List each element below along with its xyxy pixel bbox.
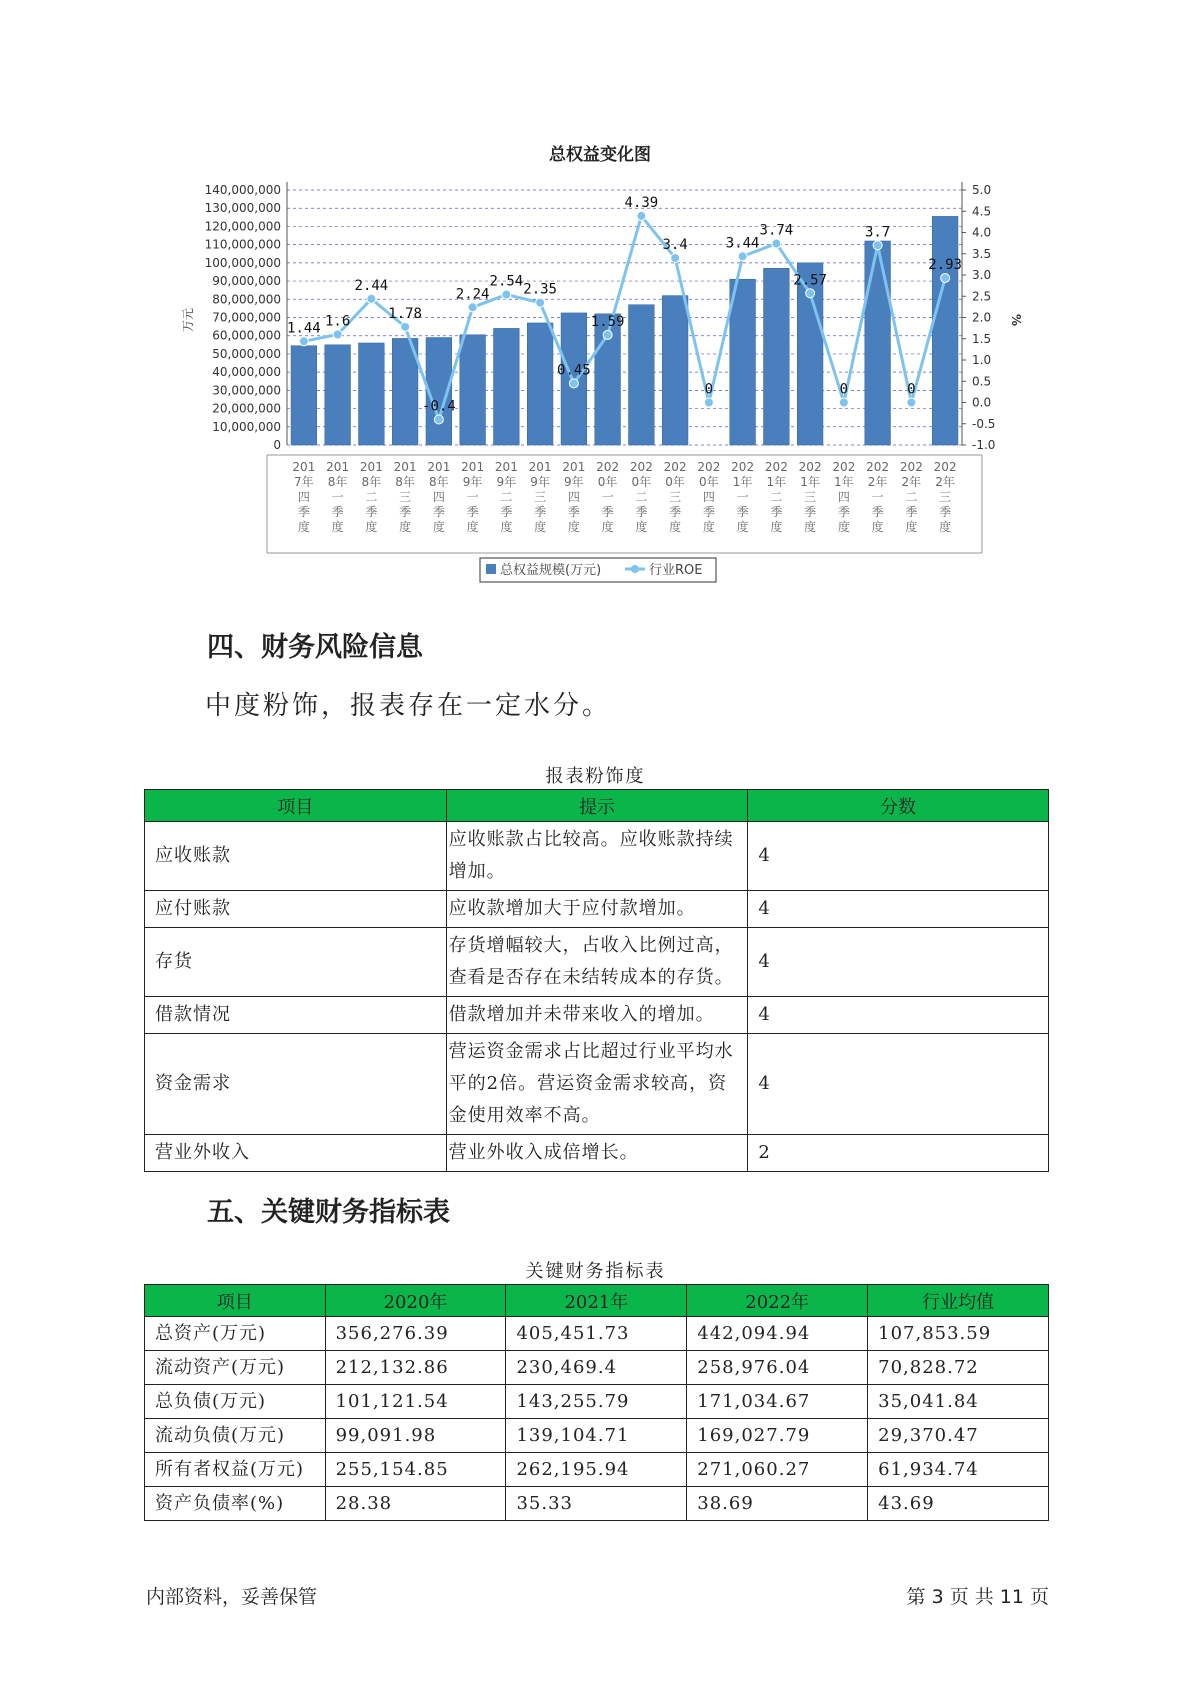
roe-data-label: 1.6: [324, 313, 351, 330]
roe-point: [637, 211, 646, 220]
section4-heading: 四、财务风险信息: [207, 632, 423, 663]
roe-data-label: 0: [907, 381, 916, 398]
table-cell: 405,451.73: [506, 1317, 687, 1351]
table-cell: 资产负债率(%): [145, 1487, 326, 1521]
tip-cell: 营运资金需求占比超过行业平均水平的2倍。营运资金需求较高，资金使用效率不高。: [446, 1034, 748, 1135]
left-axis-label: 万元: [181, 307, 195, 333]
roe-data-label: 2.35: [523, 281, 557, 298]
category-label: 201 8年四季度: [427, 460, 451, 534]
roe-point: [873, 241, 882, 250]
category-label: 202 2年一季度: [866, 460, 890, 534]
equity-chart-svg: [140, 130, 1060, 600]
roe-data-label: 1.59: [590, 313, 625, 330]
right-tick-label: 4.0: [972, 225, 992, 240]
roe-point: [401, 322, 410, 331]
tip-cell: 借款增加并未带来收入的增加。: [446, 997, 748, 1034]
right-axis-label: %: [1009, 313, 1023, 327]
column-header: 2021年: [506, 1285, 687, 1317]
equity-bar: [932, 216, 958, 445]
legend-line-label: 行业ROE: [649, 563, 703, 578]
table2-caption: 关键财务指标表: [525, 1261, 666, 1282]
equity-bar: [291, 346, 317, 445]
roe-point: [839, 398, 848, 407]
roe-data-label: 2.93: [928, 256, 962, 273]
roe-point: [941, 273, 950, 282]
chart-title: 总权益变化图: [549, 145, 651, 165]
table-cell: 总资产(万元): [145, 1317, 326, 1351]
left-tick-label: 60,000,000: [212, 328, 281, 343]
item-cell: 营业外收入: [145, 1135, 447, 1172]
footer-page-number: 第 3 页 共 11 页: [906, 1586, 1049, 1608]
item-cell: 借款情况: [145, 997, 447, 1034]
table-cell: 70,828.72: [868, 1351, 1049, 1385]
category-label: 202 1年一季度: [731, 460, 755, 534]
category-label: 201 9年二季度: [494, 460, 518, 534]
equity-bar: [325, 345, 351, 445]
category-label: 201 7年四季度: [292, 460, 316, 534]
equity-chart: [140, 130, 1060, 600]
score-cell: 4: [748, 928, 1049, 997]
table-row: [145, 1034, 1049, 1135]
right-tick-label: 2.5: [972, 289, 992, 304]
score-cell: 4: [748, 822, 1049, 891]
category-label: 201 9年四季度: [562, 460, 586, 534]
column-header: 行业均值: [868, 1285, 1049, 1317]
left-tick-label: 80,000,000: [212, 292, 281, 307]
left-tick-label: 70,000,000: [212, 310, 281, 325]
item-cell: 存货: [145, 928, 447, 997]
roe-point: [333, 330, 342, 339]
table-cell: 38.69: [687, 1487, 868, 1521]
right-tick-label: 4.5: [972, 204, 992, 219]
roe-point: [907, 398, 916, 407]
right-tick-label: -0.5: [972, 416, 996, 431]
right-tick-label: 3.5: [972, 246, 992, 261]
table-row: [145, 891, 1049, 928]
roe-data-label: 2.24: [455, 286, 490, 303]
roe-point: [671, 254, 680, 263]
roe-point: [536, 298, 545, 307]
table-cell: 35,041.84: [868, 1385, 1049, 1419]
equity-bar: [865, 241, 891, 445]
category-label: 202 2年二季度: [899, 460, 923, 534]
score-cell: 4: [748, 997, 1049, 1034]
table-header-row: [145, 1285, 1049, 1317]
equity-bar: [527, 323, 553, 445]
score-cell: 2: [748, 1135, 1049, 1172]
tip-cell: 应收账款占比较高。应收账款持续增加。: [446, 822, 748, 891]
table-row: [145, 1135, 1049, 1172]
category-label: 202 1年四季度: [832, 460, 856, 534]
category-label: 201 8年三季度: [393, 460, 417, 534]
roe-point: [502, 290, 511, 299]
roe-data-label: 4.39: [624, 194, 659, 211]
table-cell: 262,195.94: [506, 1453, 687, 1487]
roe-point: [569, 379, 578, 388]
equity-bar: [662, 296, 688, 445]
table-row: [145, 822, 1049, 891]
roe-point: [738, 252, 747, 261]
roe-data-label: 2.54: [489, 273, 524, 290]
column-header: 提示: [446, 790, 748, 822]
roe-point: [434, 415, 443, 424]
table-cell: 35.33: [506, 1487, 687, 1521]
table-cell: 所有者权益(万元): [145, 1453, 326, 1487]
table-cell: 流动资产(万元): [145, 1351, 326, 1385]
left-tick-label: 120,000,000: [204, 219, 281, 234]
left-tick-label: 110,000,000: [204, 237, 281, 252]
left-tick-label: 140,000,000: [204, 183, 281, 197]
category-label: 202 0年四季度: [697, 460, 721, 534]
roe-data-label: 3.74: [759, 222, 794, 239]
footer-confidential: 内部资料，妥善保管: [146, 1586, 318, 1608]
left-tick-label: 10,000,000: [212, 419, 281, 434]
equity-bar: [629, 305, 655, 445]
category-label: 201 8年二季度: [359, 460, 383, 534]
item-cell: 应付账款: [145, 891, 447, 928]
equity-bar: [494, 328, 520, 445]
key-indicator-table: [144, 1284, 1049, 1521]
table-row: [145, 1351, 1049, 1385]
roe-data-label: 2.44: [354, 277, 389, 294]
table-header-row: [145, 790, 1049, 822]
roe-data-label: 3.44: [725, 235, 760, 252]
score-cell: 4: [748, 891, 1049, 928]
legend-line-marker: [631, 565, 639, 573]
category-label: 202 2年三季度: [933, 460, 957, 534]
item-cell: 应收账款: [145, 822, 447, 891]
left-tick-label: 20,000,000: [212, 401, 281, 416]
column-header: 项目: [145, 1285, 326, 1317]
right-tick-label: 1.5: [972, 331, 992, 346]
roe-data-label: 0.45: [557, 362, 591, 379]
table-cell: 212,132.86: [325, 1351, 506, 1385]
table-cell: 356,276.39: [325, 1317, 506, 1351]
right-tick-label: 2.0: [972, 310, 992, 325]
table-row: [145, 1487, 1049, 1521]
table-cell: 流动负债(万元): [145, 1419, 326, 1453]
roe-point: [367, 294, 376, 303]
category-label: 201 8年一季度: [326, 460, 350, 534]
roe-point: [704, 398, 713, 407]
equity-bar: [359, 343, 385, 445]
tip-cell: 营业外收入成倍增长。: [446, 1135, 748, 1172]
legend-bar-label: 总权益规模(万元): [500, 563, 602, 578]
equity-bar: [730, 279, 756, 445]
roe-point: [603, 330, 612, 339]
table-cell: 139,104.71: [506, 1419, 687, 1453]
tip-cell: 应收款增加大于应付款增加。: [446, 891, 748, 928]
column-header: 分数: [748, 790, 1049, 822]
left-tick-label: 90,000,000: [212, 274, 281, 289]
roe-data-label: -0.4: [422, 398, 456, 415]
table-cell: 99,091.98: [325, 1419, 506, 1453]
category-label: 202 0年一季度: [596, 460, 620, 534]
item-cell: 资金需求: [145, 1034, 447, 1135]
table-row: [145, 1453, 1049, 1487]
category-label: 202 0年二季度: [629, 460, 653, 534]
left-tick-label: 30,000,000: [212, 383, 281, 398]
score-cell: 4: [748, 1034, 1049, 1135]
table-cell: 总负债(万元): [145, 1385, 326, 1419]
category-label: 202 0年三季度: [663, 460, 687, 534]
left-tick-label: 0: [273, 438, 281, 452]
table-cell: 29,370.47: [868, 1419, 1049, 1453]
roe-point: [468, 303, 477, 312]
table-row: [145, 997, 1049, 1034]
right-tick-label: 5.0: [972, 183, 992, 197]
tip-cell: 存货增幅较大，占收入比例过高，查看是否存在未结转成本的存货。: [446, 928, 748, 997]
table-cell: 107,853.59: [868, 1317, 1049, 1351]
table-cell: 143,255.79: [506, 1385, 687, 1419]
left-tick-label: 100,000,000: [204, 255, 281, 270]
risk-summary: 中度粉饰，报表存在一定水分。: [205, 691, 612, 721]
table-row: [145, 1419, 1049, 1453]
table-row: [145, 1317, 1049, 1351]
legend-bar-swatch: [486, 564, 496, 574]
left-tick-label: 40,000,000: [212, 365, 281, 380]
left-tick-label: 130,000,000: [204, 201, 281, 216]
section5-heading: 五、关键财务指标表: [207, 1197, 450, 1228]
roe-data-label: 3.4: [662, 237, 688, 253]
roe-data-label: 1.44: [287, 320, 321, 337]
table1-caption: 报表粉饰度: [545, 766, 646, 787]
table-cell: 230,469.4: [506, 1351, 687, 1385]
table-cell: 171,034.67: [687, 1385, 868, 1419]
right-tick-label: 0.5: [972, 374, 992, 389]
category-label: 201 9年三季度: [528, 460, 552, 534]
roe-point: [772, 239, 781, 248]
category-label: 202 1年三季度: [798, 460, 822, 534]
roe-data-label: 0: [839, 381, 849, 398]
table-cell: 442,094.94: [687, 1317, 868, 1351]
column-header: 项目: [145, 790, 447, 822]
right-tick-label: 3.0: [972, 268, 992, 282]
table-cell: 43.69: [868, 1487, 1049, 1521]
equity-bar: [764, 268, 790, 445]
roe-data-label: 0: [704, 381, 714, 398]
table-cell: 258,976.04: [687, 1351, 868, 1385]
right-tick-label: -1.0: [972, 438, 996, 452]
table-cell: 101,121.54: [325, 1385, 506, 1419]
table-cell: 169,027.79: [687, 1419, 868, 1453]
roe-point: [806, 289, 815, 298]
roe-data-label: 3.7: [864, 224, 891, 241]
whitewash-table: [144, 789, 1049, 1172]
column-header: 2020年: [325, 1285, 506, 1317]
roe-data-label: 1.78: [388, 305, 422, 322]
table-cell: 271,060.27: [687, 1453, 868, 1487]
equity-bar: [460, 335, 486, 445]
table-row: [145, 928, 1049, 997]
roe-point: [299, 337, 308, 346]
table-cell: 61,934.74: [868, 1453, 1049, 1487]
right-tick-label: 1.0: [972, 353, 992, 367]
right-tick-label: 0.0: [972, 395, 992, 410]
left-tick-label: 50,000,000: [212, 346, 281, 361]
table-row: [145, 1385, 1049, 1419]
table-cell: 255,154.85: [325, 1453, 506, 1487]
roe-data-label: 2.57: [793, 272, 827, 289]
category-label: 202 1年二季度: [764, 460, 788, 534]
table-cell: 28.38: [325, 1487, 506, 1521]
column-header: 2022年: [687, 1285, 868, 1317]
category-label: 201 9年一季度: [461, 460, 485, 534]
